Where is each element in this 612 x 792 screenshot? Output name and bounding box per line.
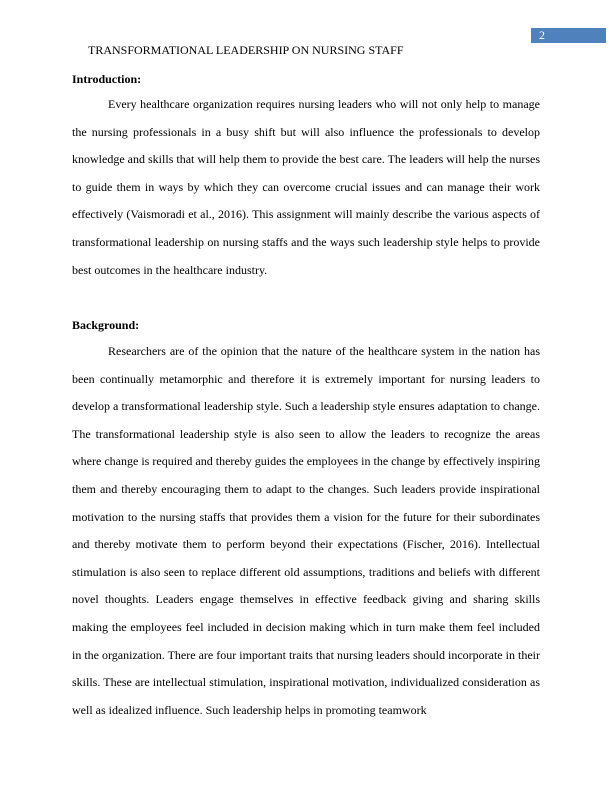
section-paragraph-background: Researchers are of the opinion that the nature of the healthcare system in the nation has been continually metamorphic and therefore it is extremely important for nursing leaders to develop a transformational leadership style. Such a leadership style ensures adaptation to change. The transformational leadership style is also seen to allow the leaders to recognize the areas where change is required and thereby guides the employees in the change by effectively inspiring them and thereby encouraging them to adapt to the changes. Such leaders provide inspirational motivation to the nursing staffs that provides them a vision for the future for their subordinates and thereby motivate them to perform beyond their expectations (Fischer, 2016). Intellectual stimulation is also seen to replace different old assumptions, traditions and beliefs with different novel thoughts. Leaders engage themselves in effective feedback giving and sharing skills making the employees feel included in decision making which in turn make them feel included in the organization. There are four important traits that nursing leaders should incorporate in their skills. These are intellectual stimulation, inspirational motivation, individualized consideration as well as idealized influence. Such leadership helps in promoting teamwork [72,344,540,717]
section-heading-background: Background: [72,318,140,332]
page-number-badge [531,28,606,43]
section-paragraph-introduction: Every healthcare organization requires nursing leaders who will not only help to manage the nursing professionals in a busy shift but will also influence the professionals to develop knowledge and skills that will help them to provide the best care. The leaders will help the nurses to guide them in ways by which they can overcome crucial issues and can manage their work effectively (Vaismoradi et al., 2016). This assignment will mainly describe the various aspects of transformational leadership on nursing staffs and the ways such leadership style helps to provide best outcomes in the healthcare industry. [72,97,540,277]
running-head: TRANSFORMATIONAL LEADERSHIP ON NURSING STAFF [88,43,404,57]
section-heading-introduction: Introduction: [72,72,142,86]
page-number: 2 [539,28,545,42]
